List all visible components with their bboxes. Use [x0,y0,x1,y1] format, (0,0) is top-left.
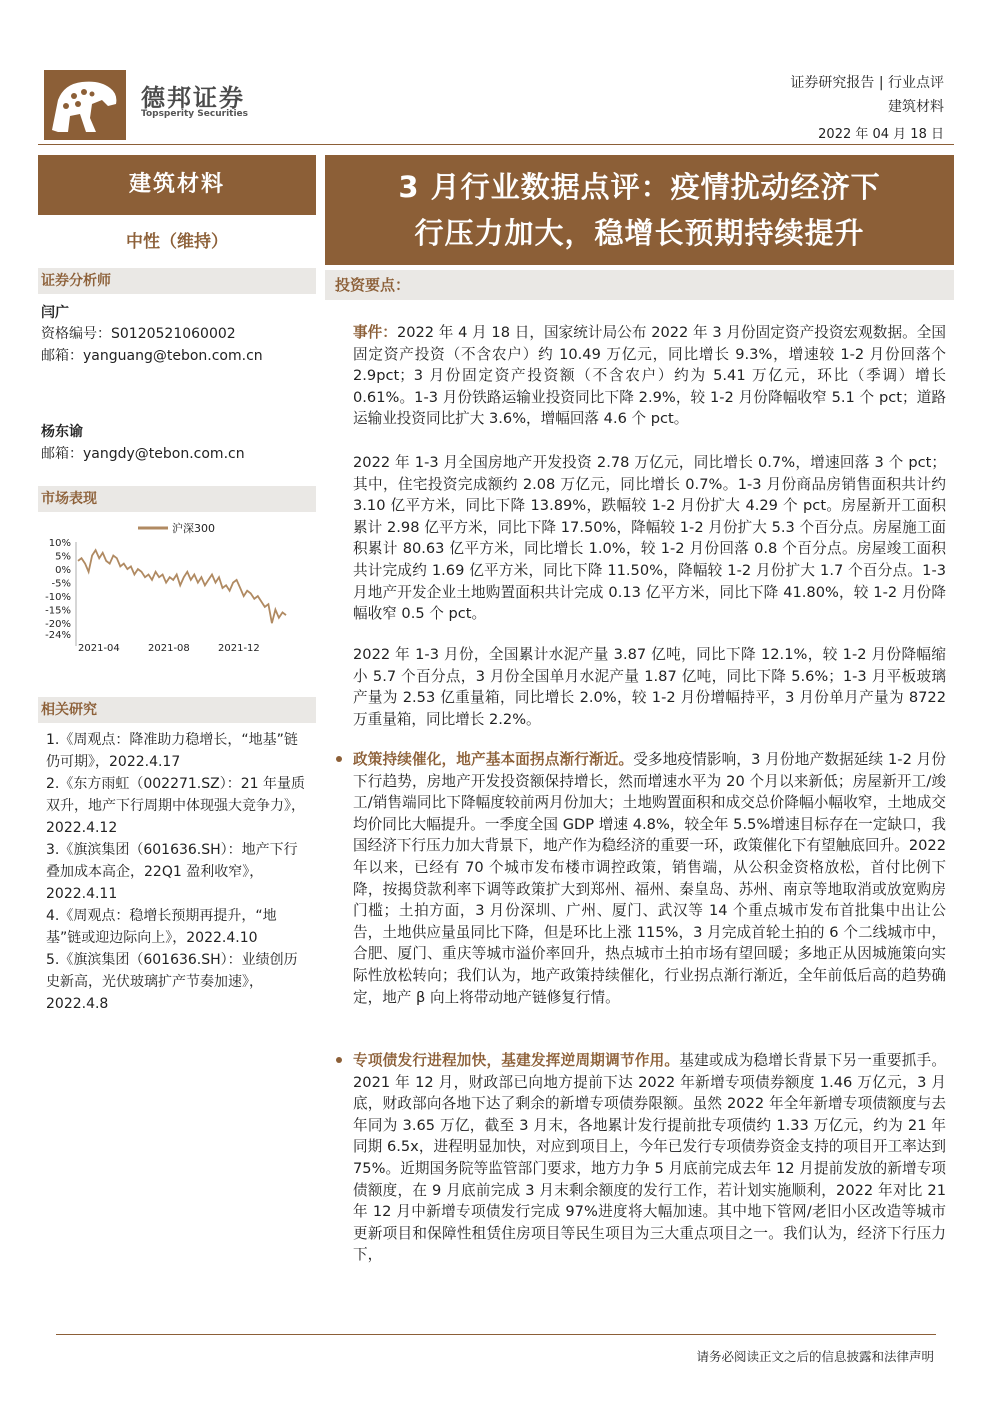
y-tick-label: -15% [45,605,71,617]
market-section-head: 市场表现 [38,486,316,512]
analyst-section-head: 证券分析师 [38,268,316,294]
infra-lead: 专项债发行进程加快，基建发挥逆周期调节作用。 [353,1052,680,1069]
x-tick-label: 2021-12 [218,643,260,654]
research-item[interactable]: 4.《周观点：稳增长预期再提升，“地基”链或迎边际向上》，2022.4.10 [46,908,277,946]
paragraph-event [353,322,946,430]
analyst-cert-1: 资格编号：S0120521060002 [41,326,236,342]
footer-divider [56,1334,936,1335]
rating-label: 中性（维持） [126,232,228,252]
sector-box: 建筑材料 [38,155,316,215]
report-title [325,155,954,265]
logo-chinese-name: 德邦证券 [141,84,245,112]
research-item[interactable]: 3.《旗滨集团（601636.SH）：地产下行叠加成本高企，22Q1 盈利收窄》，2022.4.11 [46,842,298,902]
x-tick-label: 2021-04 [78,643,120,654]
analyst-name-2: 杨东谕 [41,424,83,440]
event-lead: 事件： [353,324,397,341]
bullet-dot [336,756,342,762]
paragraph-infrastructure [353,1050,946,1266]
market-chart [38,518,316,658]
research-item[interactable]: 5.《旗滨集团（601636.SH）：业绩创历史新高，光伏玻璃扩产节奏加速》，2022.4.8 [46,952,298,1012]
analyst-name-1: 闫广 [41,305,69,321]
header-divider [38,144,954,145]
research-item[interactable]: 1.《周观点：降准助力稳增长，“地基”链仍可期》，2022.4.17 [46,732,298,770]
event-text: 2022 年 4 月 18 日，国家统计局公布 2022 年 3 月份固定资产投资宏观数据。全国固定资产投资（不含农户）约 10.49 万亿元，同比增长 9.3%，增速较 1-2 月份回落个 2.9pct；3 月份固定资产投资额（不含农户）约为 5.41 万亿元，环比（季调）增长 0.61%。1-3 月份铁路运输业投资同比下降 2.9%，较 1-2 月份降幅收窄 5.1 个 pct；道路运输业投资同比扩大 3.6%，增幅回落 4.6 个 pct。 [353,324,946,428]
x-tick-label: 2021-08 [148,643,190,654]
paragraph-cement-glass: 2022 年 1-3 月份，全国累计水泥产量 3.87 亿吨，同比下降 12.1%，较 1-2 月份降幅缩小 5.7 个百分点，3 月份全国单月水泥产量 1.87 亿吨，同比下降 5.6%；1-3 月平板玻璃产量为 2.53 亿重量箱，同比增长 2.0%，较 1-2 月份增幅持平，3 月份单月产量为 8722 万重量箱，同比增长 2.2%。 [353,646,946,728]
investment-highlights-head: 投资要点： [325,270,954,300]
series-line-hs300 [78,550,286,623]
analyst-email-2[interactable]: 邮箱：yangdy@tebon.com.cn [41,446,245,462]
y-tick-label: 0% [55,565,71,577]
y-tick-label: 5% [55,551,71,563]
logo-english-name: Topsperity Securities [141,109,248,119]
bullet-dot [336,1057,342,1063]
analyst-email-1[interactable]: 邮箱：yanguang@tebon.com.cn [41,348,263,364]
research-item[interactable]: 2.《东方雨虹（002271.SZ）：21 年量质双升，地产下行周期中体现强大竞争力》，2022.4.12 [46,776,305,836]
policy-text: 受多地疫情影响，3 月份地产数据延续 1-2 月份下行趋势，房地产开发投资额保持增长，然而增速水平为 20 个月以来新低；房屋新开工/竣工/销售端同比下降幅度较前两月份加大；土地购置面积和成交总价降幅小幅收窄，土地成交均价同比大幅提升。一季度全国 GDP 增速 4.8%，较全年 5.5%增速目标存在一定缺口，我国经济下行压力加大背景下，地产作为稳经济的重要一环，政策催化下有望触底回升。2022 年以来，已经有 70 个城市发布楼市调控政策，销售端，从公积金资格放松，首付比例下降，按揭贷款利率下调等政策扩大到郑州、福州、秦皇岛、苏州、南京等地取消或放宽购房门槛；土拍方面，3 月份深圳、广州、厦门、武汉等 14 个重点城市发布首批集中出让公告，土地供应量虽同比下降，但是环比上涨 115%，3 月完成首轮土拍的 6 个二线城市中，合肥、厦门、重庆等城市溢价率回升，热点城市土拍市场有望回暖；多地正从因城施策向实际性放松转向；我们认为，地产政策持续催化，行业拐点渐行渐近，全年前低后高的趋势确定，地产 β 向上将带动地产链修复行情。 [353,751,946,1006]
paragraph-property: 2022 年 1-3 月全国房地产开发投资 2.78 万亿元，同比增长 0.7%，增速回落 3 个 pct；其中，住宅投资完成额约 2.08 万亿元，同比增长 0.7%。1-3 月份商品房销售面积共计约 3.10 亿平方米，同比下降 13.89%，跌幅较 1-2 月份扩大 4.29 个 pct。房屋新开工面积累计 2.98 亿平方米，同比下降 17.50%，降幅较 1-2 月份扩大 5.3 个百分点。房屋施工面积累计 80.63 亿平方米，同比增长 1.0%，较 1-2 月份回落 0.8 个百分点。房屋竣工面积共计完成约 1.69 亿平方米，同比下降 11.50%，降幅较 1-2 月份扩大 1.7 个百分点。1-3 月地产开发企业土地购置面积共计完成 0.13 亿平方米，同比下降 41.80%，较 1-2 月份降幅收窄 0.5 个 pct。 [353,454,946,623]
footer-disclaimer[interactable]: 请务必阅读正文之后的信息披露和法律声明 [696,1349,934,1364]
header-sector: 建筑材料 [888,99,944,115]
infra-text: 基建或成为稳增长背景下另一重要抓手。2021 年 12 月，财政部已向地方提前下达 2022 年新增专项债券额度 1.46 万亿元，3 月底，财政部向各地下达了剩余的新增专项债券限额。虽然 2022 年全年新增专项债额度与去年同为 3.65 万亿，截至 3 月末，各地累计发行提前批专项债约 1.33 万亿元，约为 21 年同期 6.5x，进程明显加快，对应到项目上，今年已发行专项债券资金支持的项目开工率达到 75%。近期国务院等监管部门要求，地方力争 5 月底前完成去年 12 月提前发放的新增专项债额度，在 9 月底前完成 3 月末剩余额度的发行工作，若计划实施顺利，2022 年对比 21 年 12 月中新增专项债发行完成 97%进度将大幅加速。其中地下管网/老旧小区改造等城市更新项目和保障性租赁住房项目等民生项目为三大重点项目之一。我们认为，经济下行压力下， [353,1052,946,1264]
y-tick-label: -5% [51,578,71,590]
y-tick-label: -20% [45,619,71,631]
y-tick-label: 10% [48,538,71,549]
y-tick-label: -24% [45,630,71,641]
y-tick-label: -10% [45,592,71,604]
policy-lead: 政策持续催化，地产基本面拐点渐行渐近。 [353,751,634,768]
company-logo-icon [44,70,126,140]
title-line-1: 3 月行业数据点评：疫情扰动经济下 [398,170,881,204]
paragraph-policy [353,749,946,1008]
related-research-list [46,729,310,1015]
title-line-2: 行压力加大，稳增长预期持续提升 [414,216,865,250]
report-date: 2022 年 04 月 18 日 [818,127,944,142]
legend-label: 沪深300 [172,522,215,535]
report-type: 证券研究报告 | 行业点评 [790,75,944,91]
research-section-head: 相关研究 [38,697,316,723]
